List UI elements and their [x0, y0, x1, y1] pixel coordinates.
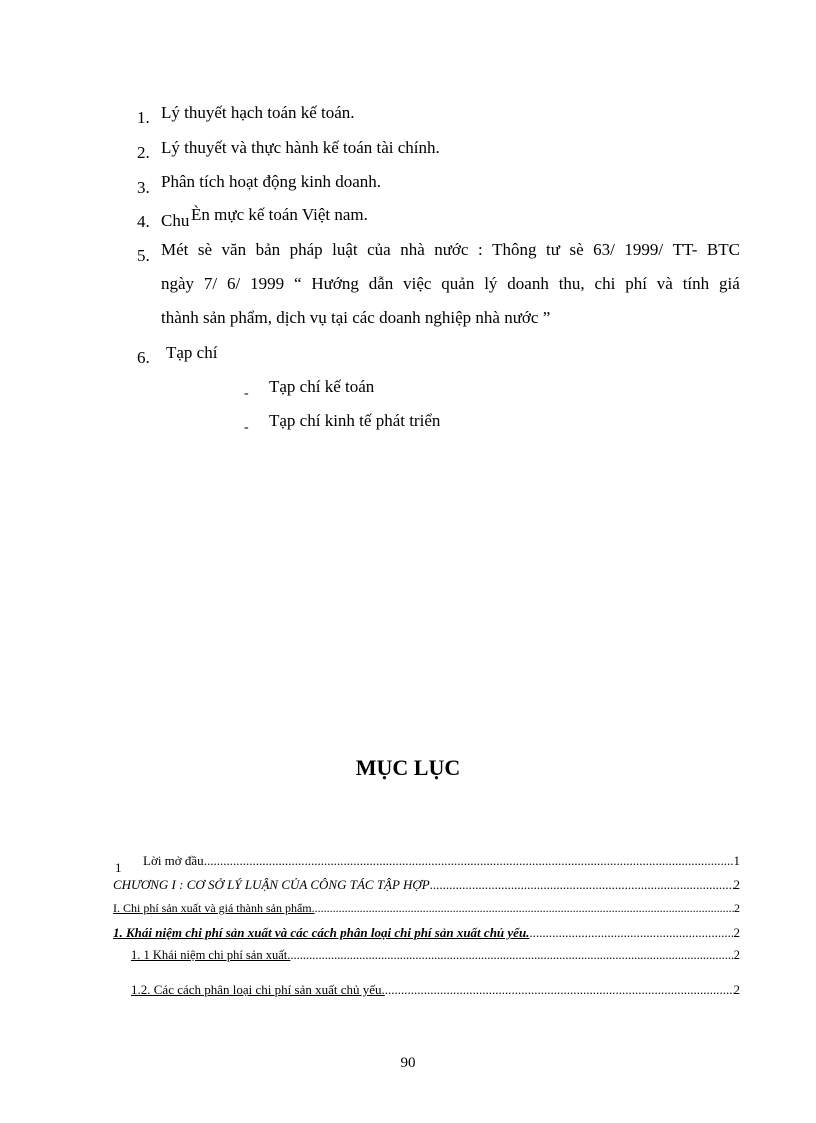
- ref-1-text: Lý thuyết hạch toán kế toán.: [161, 103, 355, 122]
- ref-5-line2-word: thu,: [558, 274, 585, 293]
- ref-5-line-1: [161, 240, 740, 260]
- ref-3-text: Phân tích hoạt động kinh doanh.: [161, 172, 382, 191]
- toc-entry-3-leader: [315, 901, 734, 916]
- ref-5-line1-word: Mét: [161, 240, 189, 259]
- ref-5-line1-word: nước: [434, 240, 469, 259]
- toc-entry-5-label: 1. 1 Khái niệm chi phí sản xuất.: [131, 948, 291, 962]
- toc-entry-3-page: 2: [734, 901, 740, 915]
- ref-4-prefix: Chu: [161, 211, 190, 230]
- toc-entry-2-label: CHƯƠNG I : CƠ SỞ LÝ LUẬN CỦA CÔNG TÁC TẬP HỢP: [113, 877, 430, 892]
- ref-2-text: Lý thuyết và thực hành kế toán tài chính.: [161, 138, 440, 157]
- ref-5-line2-word: 1999: [250, 274, 285, 293]
- ref-2-number: 2.: [137, 143, 150, 162]
- toc-entry-4[interactable]: [113, 925, 740, 941]
- ref-5-line1-word: pháp: [289, 240, 323, 259]
- ref-5-line1-word: của: [367, 240, 391, 259]
- toc-entry-4-page: 2: [733, 925, 740, 940]
- ref-5-line1-word: 63/: [593, 240, 615, 259]
- ref-5-line2-word: quản: [441, 274, 475, 293]
- ref-5-line1-word: sè: [569, 240, 584, 259]
- toc-entry-3[interactable]: [113, 901, 740, 916]
- ref-5-line-3: thành sản phẩm, dịch vụ tại các doanh nghiệp nhà nước ”: [161, 308, 551, 327]
- ref-5-line2-word: và: [656, 274, 673, 293]
- ref-5-line2-word: “: [293, 274, 302, 293]
- toc-entry-3-label: I. Chi phí sản xuất và giá thành sản phẩm.: [113, 901, 315, 915]
- toc-entry-6[interactable]: [131, 982, 740, 998]
- ref-5-line2-word: chi: [594, 274, 616, 293]
- ref-5-line1-word: BTC: [706, 240, 740, 259]
- toc-entry-1-leader: [204, 853, 734, 869]
- ref-5-line2-word: dẫn: [368, 274, 394, 293]
- ref-6-text: Tạp chí: [166, 343, 218, 362]
- toc-entry-4-label: 1. Khái niệm chi phí sản xuất và các cách phân loại chi phí sản xuất chủ yếu.: [113, 925, 530, 940]
- toc-entry-6-leader: [385, 982, 734, 998]
- toc-entry-1-page: 1: [733, 853, 740, 868]
- ref-5-number: 5.: [137, 246, 150, 265]
- toc-entry-1-prefix: 1: [115, 860, 122, 875]
- ref-5-line1-word: :: [477, 240, 483, 259]
- ref-5-line1-word: văn: [221, 240, 247, 259]
- ref-4-text: Èn mực kế toán Việt nam.: [191, 205, 368, 224]
- ref-3-number: 3.: [137, 178, 150, 197]
- toc-entry-2-leader: [430, 877, 734, 893]
- sub-2-bullet: -: [244, 420, 249, 435]
- ref-5-line2-word: việc: [403, 274, 432, 293]
- ref-6-number: 6.: [137, 348, 150, 367]
- ref-5-line2-word: doanh: [507, 274, 549, 293]
- ref-5-line1-word: Thông: [492, 240, 537, 259]
- toc-entry-5-leader: [290, 948, 733, 963]
- ref-5-line1-word: luật: [332, 240, 358, 259]
- sub-2-text: Tạp chí kinh tế phát triển: [269, 411, 441, 430]
- ref-5-line2-word: tính: [682, 274, 710, 293]
- ref-5-line1-word: bản: [255, 240, 281, 259]
- toc-entry-1-label: Lời mở đầu: [143, 853, 204, 868]
- ref-5-line2-word: lý: [484, 274, 498, 293]
- sub-1-text: Tạp chí kế toán: [269, 377, 375, 396]
- toc-entry-5[interactable]: [131, 948, 740, 963]
- toc-entry-6-label: 1.2. Các cách phân loại chi phí sản xuất chủ yếu.: [131, 982, 385, 997]
- ref-1-number: 1.: [137, 108, 150, 127]
- ref-5-line2-word: giá: [719, 274, 740, 293]
- toc-entry-2[interactable]: [113, 877, 740, 893]
- ref-4-number: 4.: [137, 212, 150, 231]
- page-number: 90: [400, 1055, 416, 1071]
- ref-5-line2-word: Hướng: [311, 274, 359, 293]
- toc-entry-5-page: 2: [733, 948, 740, 962]
- ref-5-line1-word: tư: [546, 240, 560, 259]
- ref-5-line2-word: phí: [625, 274, 647, 293]
- toc-entry-6-page: 2: [733, 982, 740, 997]
- ref-5-line2-word: 6/: [227, 274, 241, 293]
- sub-1-bullet: -: [244, 386, 249, 401]
- ref-5-line-2: [161, 274, 740, 294]
- ref-5-line1-word: nhà: [400, 240, 425, 259]
- ref-5-line1-word: TT-: [672, 240, 698, 259]
- toc-entry-2-page: 2: [733, 877, 740, 892]
- toc-title: MỤC LỤC: [355, 755, 461, 780]
- ref-5-line1-word: sè: [197, 240, 213, 259]
- ref-5-line1-word: 1999/: [624, 240, 664, 259]
- toc-entry-4-leader: [529, 925, 733, 941]
- toc-entry-1[interactable]: [143, 853, 740, 869]
- ref-5-line2-word: 7/: [203, 274, 218, 293]
- ref-5-line2-word: ngày: [161, 274, 195, 293]
